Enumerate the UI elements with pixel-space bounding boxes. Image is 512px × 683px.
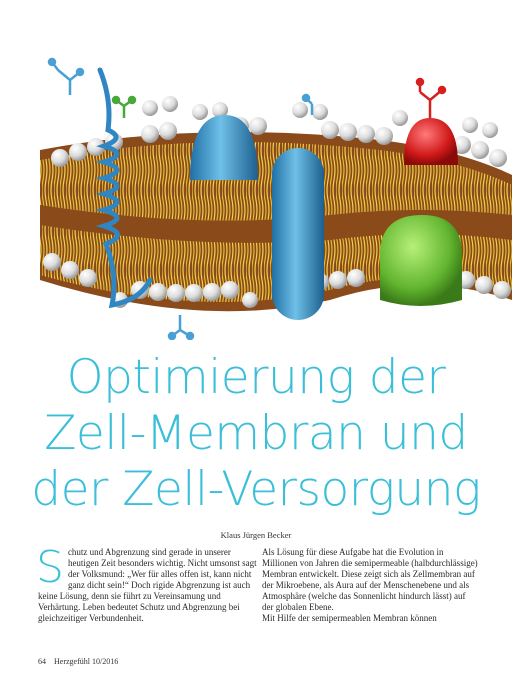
title-line-3: der Zell-Versorgung (31, 462, 481, 517)
text-column-left (36, 542, 260, 624)
title-line-2: Zell-Membran und (44, 406, 468, 461)
page-footer (38, 657, 124, 666)
intro-paragraph: chutz und Abgrenzung sind gerade in unserer heutigen Zeit besonders wichtig. Nicht umsonst sagt der Volksmund: „Wer für alles offen ist, kann nicht ganz dicht sein!“ Doch rigide Abgrenzung ist auch keine Lösung, denn sie führt zu Vereinsamung und Verhärtung. Leben bedeutet Schutz und Abgrenzung bei gleichzeitiger Verbundenheit. (38, 547, 257, 623)
publication-name: Herzgefühl 10/2016 (54, 657, 119, 666)
drop-cap: S (36, 542, 64, 593)
body-paragraph-2: Mit Hilfe der semipermeablen Membran können (262, 613, 437, 623)
title-line-1: Optimierung der (66, 350, 446, 405)
transmembrane-protein-blue (272, 148, 324, 320)
cell-membrane-illustration (0, 0, 512, 340)
peripheral-protein-red (404, 118, 458, 165)
text-column-right (262, 547, 478, 624)
integral-protein-green (380, 215, 462, 306)
author-byline: Klaus Jürgen Becker (220, 530, 292, 540)
article-title (0, 350, 512, 518)
body-paragraph-1: Als Lösung für diese Aufgabe hat die Evolution in Millionen von Jahren die semipermeable (halbdurchlässige) Membran entwickelt. Diese zeigt sich als Zellmembran auf der Mikroebene, als Aura auf der Menschenebene und als Atmosphäre (welche das Sonnenlicht hindurch lässt) auf der globalen Ebene. (262, 547, 478, 612)
page-number: 64 (38, 657, 46, 666)
